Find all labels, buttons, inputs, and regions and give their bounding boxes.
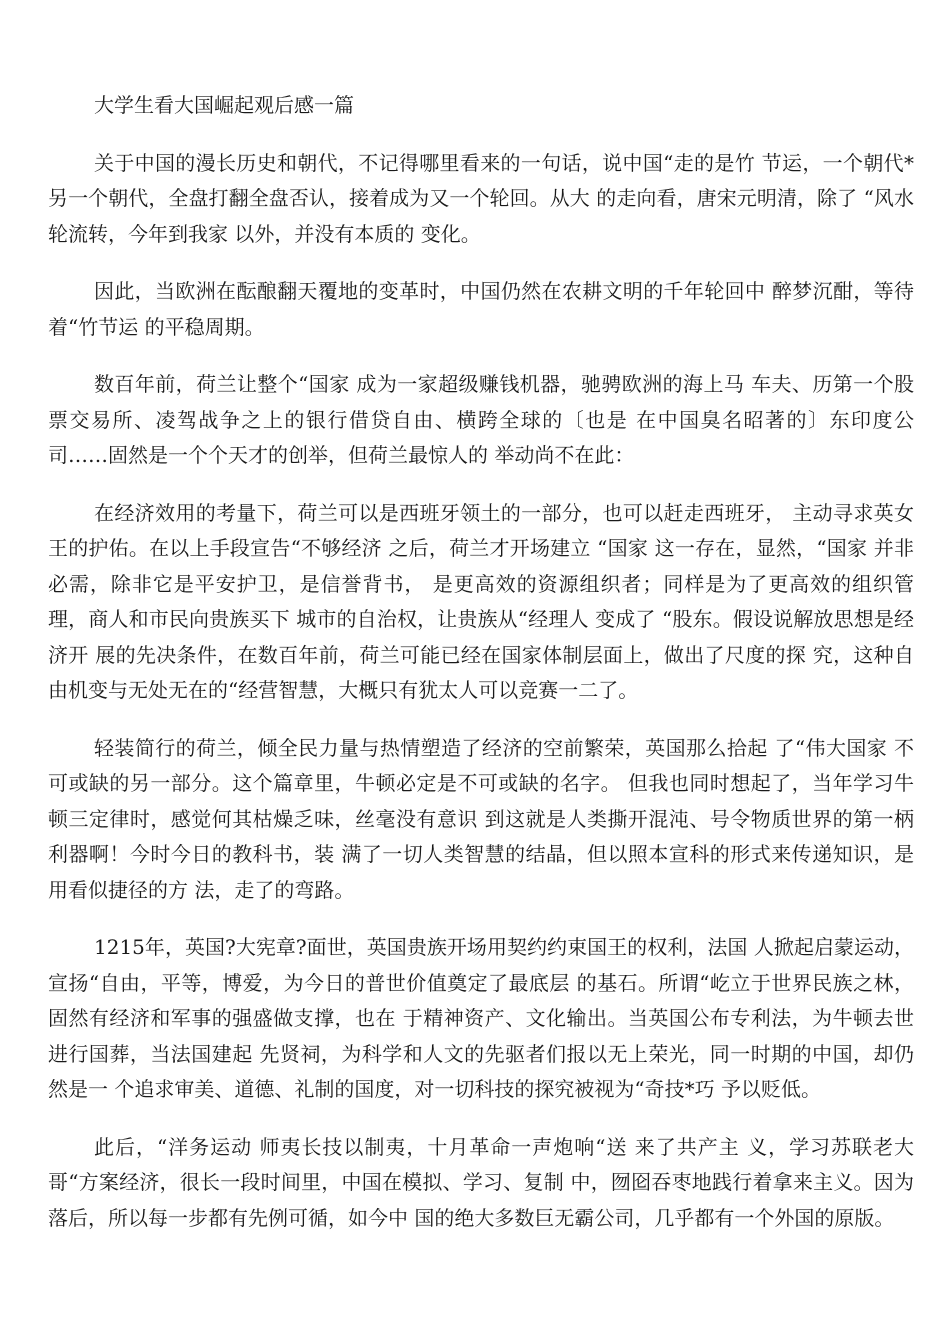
paragraph-3: 数百年前，荷兰让整个“国家 成为一家超级赚钱机器，驰骋欧洲的海上马 车夫、历第一个股票交易所、凌驾战争之上的银行借贷自由、横跨全球的〔也是 在中国臭名昭著的〕东印度公司……固然是一个个天才的创举，但荷兰最惊人的 举动尚不在此： bbox=[48, 372, 914, 467]
paragraph-1: 关于中国的漫长历史和朝代，不记得哪里看来的一句话，说中国“走的是竹 节运，一个朝代*另一个朝代，全盘打翻全盘否认，接着成为又一个轮回。从大 的走向看，唐宋元明清，除了 “风水轮流转，今年到我家 以外，并没有本质的 变化。 bbox=[48, 150, 914, 246]
paragraph-5: 轻装简行的荷兰，倾全民力量与热情塑造了经济的空前繁荣，英国那么拾起 了“伟大国家 不可或缺的另一部分。这个篇章里，牛顿必定是不可或缺的名字。 但我也同时想起了，当年学习牛顿三定律时，感觉何其枯燥乏味，丝毫没有意识 到这就是人类撕开混沌、号令物质世界的第一柄利器啊！今时今日的教科书，装 满了一切人类智慧的结晶，但以照本宣科的形式来传递知识，是用看似捷径的方 法，走了的弯路。 bbox=[48, 735, 914, 902]
paragraph-2: 因此，当欧洲在酝酿翻天覆地的变革时，中国仍然在农耕文明的千年轮回中 醉梦沉酣，等待着“竹节运 的平稳周期。 bbox=[48, 279, 914, 339]
document-page bbox=[48, 88, 914, 1236]
document-title: 大学生看大国崛起观后感一篇 bbox=[94, 93, 354, 117]
paragraph-6: 1215年，英国?大宪章?面世，英国贵族开场用契约约束国王的权利，法国 人掀起启蒙运动，宣扬“自由，平等，博爱，为今日的普世价值奠定了最底层 的基石。所谓“屹立于世界民族之林，固然有经济和军事的强盛做支撑，也在 于精神资产、文化输出。当英国公布专利法，为牛顿去世进行国葬，当法国建起 先贤祠，为科学和人文的先驱者们报以无上荣光，同一时期的中国，却仍然是一 个追求审美、道德、礼制的国度，对一切科技的探究被视为“奇技*巧 予以贬低。 bbox=[48, 935, 914, 1101]
paragraph-7: 此后，“洋务运动 师夷长技以制夷，十月革命一声炮响“送 来了共产主 义，学习苏联老大哥“方案经济，很长一段时间里，中国在模拟、学习、复制 中，囫囵吞枣地践行着拿来主义。因为落后，所以每一步都有先例可循，如今中 国的绝大多数巨无霸公司，几乎都有一个外国的原版。 bbox=[48, 1134, 914, 1230]
paragraph-4: 在经济效用的考量下，荷兰可以是西班牙领土的一部分，也可以赶走西班牙， 主动寻求英女王的护佑。在以上手段宣告“不够经济 之后，荷兰才开场建立 “国家 这一存在，显然，“国家 并非必需，除非它是平安护卫，是信誉背书， 是更高效的资源组织者；同样是为了更高效的组织管理，商人和市民向贵族买下 城市的自治权，让贵族从“经理人 变成了 “股东。假设说解放思想是经济开 展的先决条件，在数百年前，荷兰可能已经在国家体制层面上，做出了尺度的探 究，这种自由机变与无处无在的“经营智慧，大概只有犹太人可以竞赛一二了。 bbox=[48, 500, 914, 702]
